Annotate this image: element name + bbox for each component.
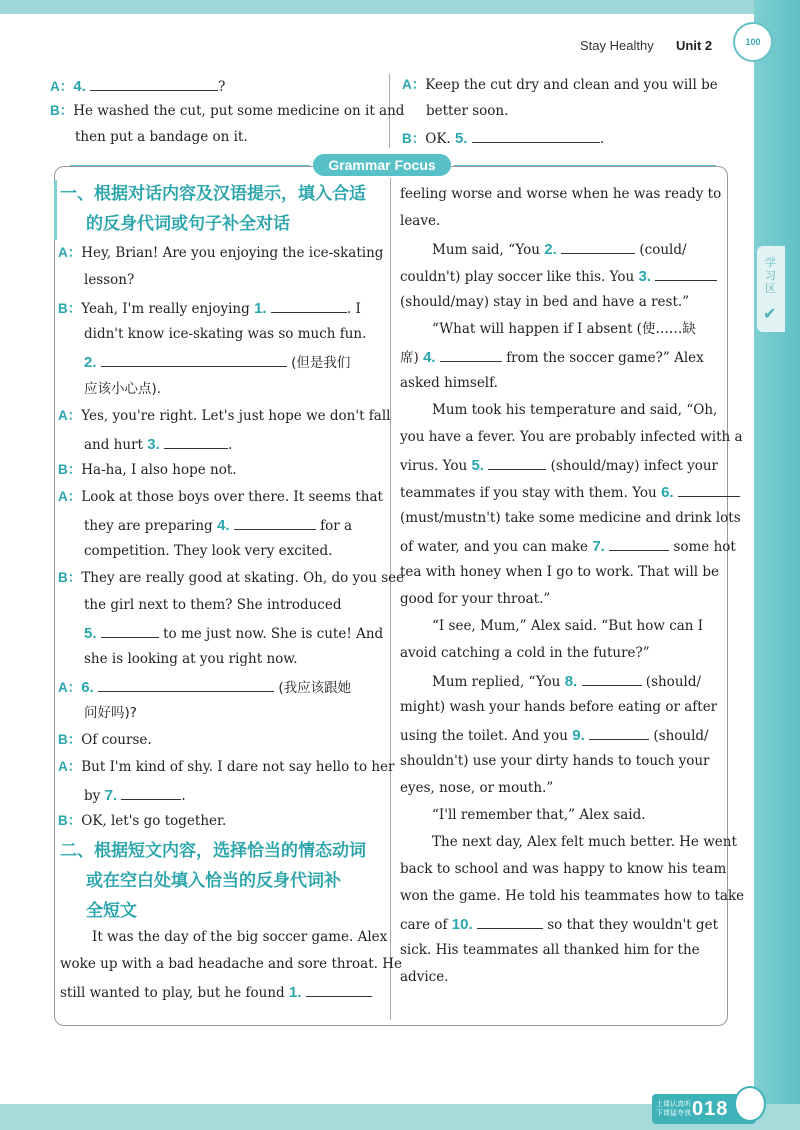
answer-blank[interactable] bbox=[609, 536, 669, 551]
footer-slogan-line: 下课猛夸我 bbox=[656, 1109, 691, 1117]
passage-line: might) wash your hands before eating or after bbox=[400, 699, 718, 715]
line-text: (could/ bbox=[639, 242, 687, 258]
answer-blank[interactable] bbox=[306, 982, 372, 997]
dialogue-line: 问好吗)? bbox=[84, 705, 137, 721]
passage-line bbox=[400, 536, 736, 556]
dialogue-line bbox=[84, 785, 186, 805]
blank-number: 7. bbox=[104, 787, 118, 804]
line-text: Keep the cut dry and clean and you will be bbox=[425, 77, 718, 93]
line-text: Ha-ha, I also hope not. bbox=[81, 462, 237, 478]
dialogue-line bbox=[58, 488, 383, 506]
blank-number: 5. bbox=[471, 457, 484, 474]
blank-number: 4. bbox=[217, 517, 230, 534]
main-column-divider bbox=[390, 178, 391, 1020]
passage-line bbox=[432, 239, 687, 259]
passage-line: “I'll remember that,” Alex said. bbox=[432, 807, 646, 823]
dialogue-line bbox=[84, 352, 350, 372]
top-line-b2: then put a bandage on it. bbox=[75, 129, 248, 145]
line-text: they are preparing bbox=[84, 518, 213, 534]
speaker-label: A： bbox=[58, 245, 82, 260]
answer-blank[interactable] bbox=[440, 347, 502, 362]
passage-line: “What will happen if I absent (使……缺 bbox=[432, 321, 696, 337]
answer-blank[interactable] bbox=[477, 914, 543, 929]
passage-line: It was the day of the big soccer game. Alex bbox=[92, 929, 388, 945]
passage-line: advice. bbox=[400, 969, 449, 985]
line-text: from the soccer game?” Alex bbox=[506, 350, 704, 366]
speaker-label: B： bbox=[58, 732, 82, 747]
passage-line: “I see, Mum,” Alex said. “But how can I bbox=[432, 618, 704, 634]
line-text: care of bbox=[400, 917, 448, 933]
answer-blank[interactable] bbox=[472, 128, 600, 143]
section2-title-line2: 或在空白处填入恰当的反身代词补 bbox=[86, 871, 341, 891]
speaker-label: B： bbox=[402, 131, 426, 146]
line-text: of water, and you can make bbox=[400, 539, 589, 555]
dialogue-line bbox=[84, 434, 232, 454]
passage-line: shouldn't) use your dirty hands to touch your bbox=[400, 753, 710, 769]
line-text: He washed the cut, put some medicine on it and bbox=[73, 103, 405, 119]
grammar-focus-rule-right bbox=[454, 165, 716, 166]
answer-blank[interactable] bbox=[101, 352, 287, 367]
dialogue-line: competition. They look very excited. bbox=[84, 543, 333, 559]
passage-line bbox=[60, 982, 372, 1002]
line-text: Mum said, “You bbox=[432, 242, 540, 258]
line-text: (should/may) infect your bbox=[550, 458, 719, 474]
line-text: OK. bbox=[425, 131, 451, 147]
passage-line bbox=[432, 671, 701, 691]
line-text: . bbox=[181, 788, 186, 804]
dialogue-line: lesson? bbox=[84, 272, 135, 288]
dialogue-line bbox=[58, 731, 152, 749]
line-text: Yeah, I'm really enjoying bbox=[81, 301, 250, 317]
grammar-focus-rule-left bbox=[70, 165, 310, 166]
top-right-line-a2: better soon. bbox=[426, 103, 509, 119]
dialogue-line bbox=[58, 677, 351, 697]
passage-line: back to school and was happy to know his team bbox=[400, 861, 727, 877]
top-right-line-a1 bbox=[402, 76, 718, 94]
line-text: some hot bbox=[673, 539, 736, 555]
blank-number: 2. bbox=[544, 241, 557, 258]
answer-blank[interactable] bbox=[271, 298, 347, 313]
passage-line bbox=[400, 266, 717, 286]
passage-line: sick. His teammates all thanked him for the bbox=[400, 942, 700, 958]
passage-line: won the game. He told his teammates how to take bbox=[400, 888, 745, 904]
blank-number: 5. bbox=[84, 625, 97, 642]
passage-line: (must/mustn't) take some medicine and drink lots bbox=[400, 510, 741, 526]
speaker-label: B： bbox=[50, 103, 74, 118]
section2-title-line3: 全短文 bbox=[86, 901, 137, 921]
passage-line bbox=[400, 914, 718, 934]
section2-title-line1: 二、根据短文内容，选择恰当的情态动词 bbox=[60, 841, 366, 861]
line-text: couldn't) play soccer like this. You bbox=[400, 269, 635, 285]
line-text: They are really good at skating. Oh, do you see bbox=[81, 570, 405, 586]
speaker-label: A： bbox=[50, 79, 74, 94]
passage-line bbox=[400, 347, 704, 367]
line-text: virus. You bbox=[400, 458, 468, 474]
passage-line: tea with honey when I go to work. That will be bbox=[400, 564, 720, 580]
blank-number: 3. bbox=[147, 436, 160, 453]
answer-blank[interactable] bbox=[589, 725, 649, 740]
dialogue-line: 应该小心点). bbox=[84, 381, 162, 397]
grammar-focus-label: Grammar Focus bbox=[313, 154, 451, 176]
line-text: 席) bbox=[400, 350, 419, 366]
speaker-label: A： bbox=[402, 77, 426, 92]
dialogue-line: the girl next to them? She introduced bbox=[84, 597, 342, 613]
line-text: Look at those boys over there. It seems that bbox=[81, 489, 383, 505]
speaker-label: B： bbox=[58, 813, 82, 828]
footer-slogan-line: 上课认真听 bbox=[656, 1100, 691, 1108]
logo-icon: 100 bbox=[733, 22, 773, 62]
passage-line: eyes, nose, or mouth.” bbox=[400, 780, 554, 796]
passage-line: The next day, Alex felt much better. He went bbox=[432, 834, 737, 850]
page-number: 018 bbox=[692, 1097, 729, 1120]
blank-number: 6. bbox=[661, 484, 674, 501]
passage-line: asked himself. bbox=[400, 375, 498, 391]
blank-number: 10. bbox=[451, 916, 473, 933]
section1-title-line2: 的反身代词或句子补全对话 bbox=[86, 214, 290, 234]
line-text: But I'm kind of shy. I dare not say hello to her bbox=[81, 759, 395, 775]
dialogue-line bbox=[58, 812, 226, 830]
line-text: for a bbox=[320, 518, 353, 534]
passage-line bbox=[400, 482, 740, 502]
blank-number: 6. bbox=[81, 679, 94, 696]
line-text: (should/ bbox=[645, 674, 702, 690]
line-text: Hey, Brian! Are you enjoying the ice-skating bbox=[81, 245, 384, 261]
section-accent-bar bbox=[54, 180, 57, 240]
speaker-label: B： bbox=[58, 570, 82, 585]
answer-blank[interactable] bbox=[488, 455, 546, 470]
line-text: to me just now. She is cute! And bbox=[163, 626, 384, 642]
answer-blank[interactable] bbox=[121, 785, 181, 800]
answer-blank[interactable] bbox=[98, 677, 274, 692]
section1-title-line1: 一、根据对话内容及汉语提示，填入合适 bbox=[60, 184, 366, 204]
line-text: using the toilet. And you bbox=[400, 728, 568, 744]
dialogue-line bbox=[58, 407, 390, 425]
passage-line: woke up with a bad headache and sore throat. He bbox=[60, 956, 402, 972]
answer-blank[interactable] bbox=[582, 671, 642, 686]
blank-number: 3. bbox=[638, 268, 651, 285]
passage-line bbox=[400, 725, 709, 745]
passage-line: leave. bbox=[400, 213, 441, 229]
answer-blank[interactable] bbox=[561, 239, 635, 254]
speaker-label: B： bbox=[58, 301, 82, 316]
blank-number: 5. bbox=[455, 130, 468, 147]
line-text: still wanted to play, but he found bbox=[60, 985, 285, 1001]
answer-blank[interactable] bbox=[234, 515, 316, 530]
line-text: . bbox=[228, 437, 233, 453]
dialogue-line bbox=[58, 298, 361, 318]
blank-number: 9. bbox=[572, 727, 585, 744]
line-text: by bbox=[84, 788, 101, 804]
top-right-line-b bbox=[402, 128, 604, 148]
line-text: . I bbox=[346, 301, 361, 317]
line-text: teammates if you stay with them. You bbox=[400, 485, 657, 501]
passage-line: (should/may) stay in bed and have a rest.” bbox=[400, 294, 690, 310]
blank-number: 4. bbox=[73, 78, 86, 95]
line-text: and hurt bbox=[84, 437, 143, 453]
footer-slogan bbox=[652, 1100, 692, 1118]
answer-blank[interactable] bbox=[90, 76, 218, 91]
answer-blank[interactable] bbox=[678, 482, 740, 497]
top-line-b1 bbox=[50, 102, 404, 120]
line-text: (should/ bbox=[653, 728, 709, 744]
speaker-label: A： bbox=[58, 408, 82, 423]
line-text: Of course. bbox=[81, 732, 152, 748]
speaker-label: A： bbox=[58, 489, 82, 504]
speaker-label: B： bbox=[58, 462, 82, 477]
speaker-label: A： bbox=[58, 680, 82, 695]
answer-blank[interactable] bbox=[101, 623, 159, 638]
passage-line: Mum took his temperature and said, “Oh, bbox=[432, 402, 718, 418]
answer-blank[interactable] bbox=[655, 266, 717, 281]
top-line-a bbox=[50, 76, 225, 96]
dialogue-line bbox=[84, 515, 352, 535]
line-text: . bbox=[599, 131, 605, 147]
blank-number: 7. bbox=[592, 538, 605, 555]
dialogue-line bbox=[58, 461, 237, 479]
mascot-icon bbox=[734, 1086, 766, 1122]
passage-line: good for your throat.” bbox=[400, 591, 551, 607]
passage-line: avoid catching a cold in the future?” bbox=[400, 645, 650, 661]
passage-line: you have a fever. You are probably infected with a bbox=[400, 429, 743, 445]
header-unit: Unit 2 bbox=[676, 38, 713, 53]
dialogue-line bbox=[58, 758, 395, 776]
line-text: OK, let's go together. bbox=[81, 813, 227, 829]
dialogue-line bbox=[58, 244, 383, 262]
blank-number: 2. bbox=[84, 354, 97, 371]
check-icon: ✔ bbox=[763, 304, 777, 323]
right-border-band bbox=[754, 0, 800, 1130]
dialogue-line: she is looking at you right now. bbox=[84, 651, 298, 667]
dialogue-line: didn't know ice-skating was so much fun. bbox=[84, 326, 367, 342]
passage-line: feeling worse and worse when he was ready to bbox=[400, 186, 722, 202]
dialogue-line bbox=[84, 623, 383, 643]
top-border-band bbox=[0, 0, 800, 14]
header-title: Stay Healthy bbox=[580, 38, 654, 53]
blank-number: 4. bbox=[423, 349, 436, 366]
side-tab-study-zone[interactable] bbox=[757, 246, 785, 332]
passage-line bbox=[400, 455, 718, 475]
line-text: ? bbox=[218, 79, 226, 95]
chinese-hint: (但是我们 bbox=[291, 355, 351, 371]
blank-number: 1. bbox=[289, 984, 302, 1001]
line-text: Yes, you're right. Let's just hope we don't fall bbox=[81, 408, 391, 424]
side-tab-label: 学习区 bbox=[765, 256, 776, 295]
answer-blank[interactable] bbox=[164, 434, 228, 449]
speaker-label: A： bbox=[58, 759, 82, 774]
blank-number: 8. bbox=[564, 673, 578, 690]
dialogue-line bbox=[58, 569, 404, 587]
line-text: Mum replied, “You bbox=[432, 674, 561, 690]
line-text: so that they wouldn't get bbox=[547, 917, 718, 933]
blank-number: 1. bbox=[254, 300, 267, 317]
chinese-hint: (我应该跟她 bbox=[278, 680, 352, 696]
